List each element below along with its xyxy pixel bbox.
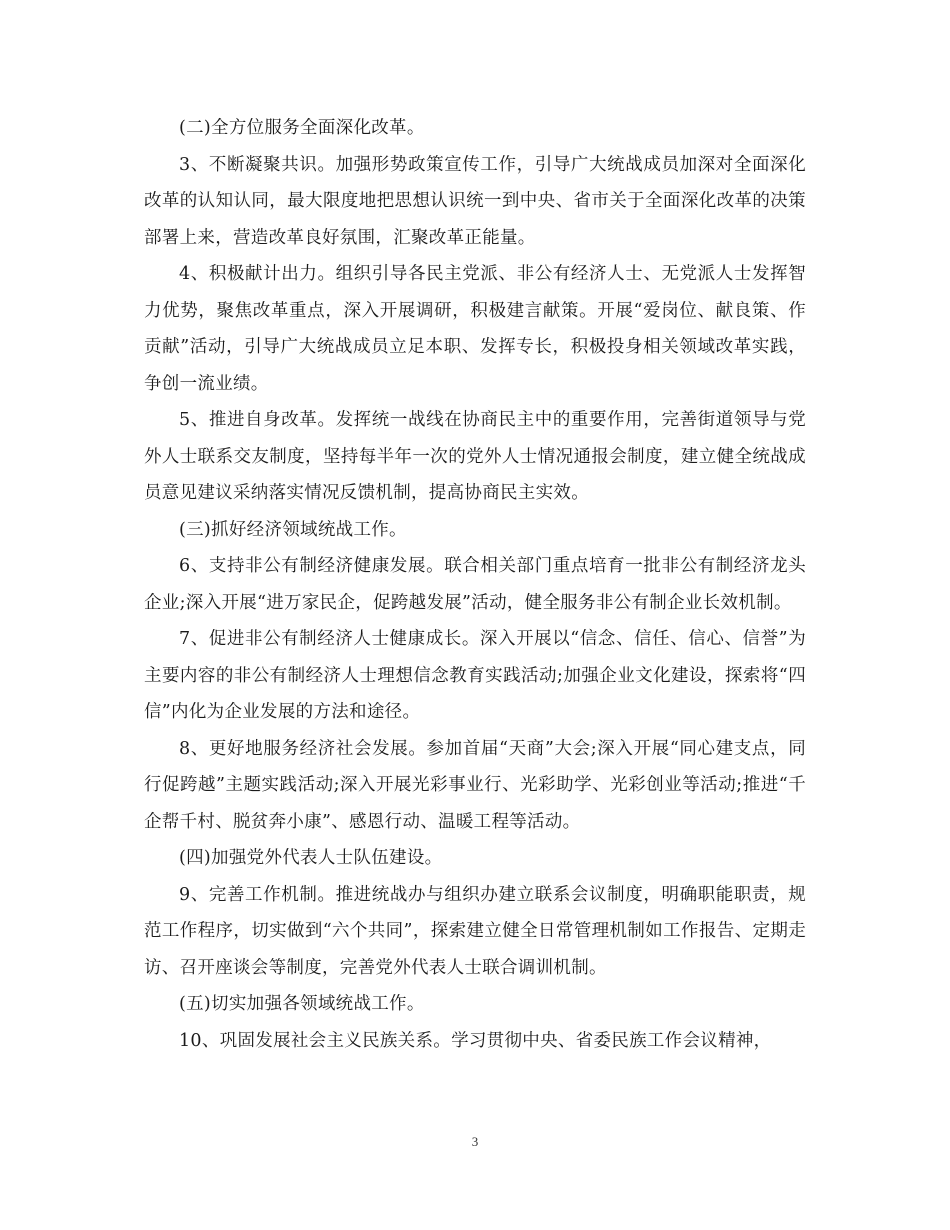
page-number: 3 — [471, 1134, 479, 1149]
paragraph-4: 4、积极献计出力。组织引导各民主党派、非公有经济人士、无党派人士发挥智力优势，聚焦改革重点，深入开展调研，积极建言献策。开展“爱岗位、献良策、作贡献”活动，引导广大统战成员立足本职、发挥专长，积极投身相关领域改革实践，争创一流业绩。 — [144, 264, 806, 394]
section-heading-5: (五)切实加强各领域统战工作。 — [179, 994, 425, 1014]
paragraph-7: 7、促进非公有制经济人士健康成长。深入开展以“信念、信任、信心、信誉”为主要内容的非公有制经济人士理想信念教育实践活动;加强企业文化建设，探索将“四信”内化为企业发展的方法和途径。 — [144, 629, 806, 722]
paragraph-10: 10、巩固发展社会主义民族关系。学习贯彻中央、省委民族工作会议精神， — [179, 1030, 772, 1051]
paragraph-6: 6、支持非公有制经济健康发展。联合相关部门重点培育一批非公有制经济龙头企业;深入开展“进万家民企，促跨越发展”活动，健全服务非公有制企业长效机制。 — [144, 556, 806, 613]
section-heading-4: (四)加强党外代表人士队伍建设。 — [179, 848, 443, 868]
paragraph-9: 9、完善工作机制。推进统战办与组织办建立联系会议制度，明确职能职责，规范工作程序，切实做到“六个共同”，探索建立健全日常管理机制如工作报告、定期走访、召开座谈会等制度，完善党外代表人士联合调训机制。 — [144, 884, 806, 978]
paragraph-3: 3、不断凝聚共识。加强形势政策宣传工作，引导广大统战成员加深对全面深化改革的认知认同，最大限度地把思想认识统一到中央、省市关于全面深化改革的决策部署上来，营造改革良好氛围，汇聚改革正能量。 — [144, 154, 806, 248]
section-heading-2: (二)全方位服务全面深化改革。 — [179, 118, 425, 138]
section-heading-3: (三)抓好经济领域统战工作。 — [179, 519, 407, 540]
document-body — [144, 110, 806, 1059]
paragraph-8: 8、更好地服务经济社会发展。参加首届“天商”大会;深入开展“同心建支点，同行促跨越”主题实践活动;深入开展光彩事业行、光彩助学、光彩创业等活动;推进“千企帮千村、脱贫奔小康”、感恩行动、温暖工程等活动。 — [144, 738, 806, 832]
paragraph-5: 5、推进自身改革。发挥统一战线在协商民主中的重要作用，完善街道领导与党外人士联系交友制度，坚持每半年一次的党外人士情况通报会制度，建立健全统战成员意见建议采纳落实情况反馈机制，提高协商民主实效。 — [144, 410, 806, 503]
